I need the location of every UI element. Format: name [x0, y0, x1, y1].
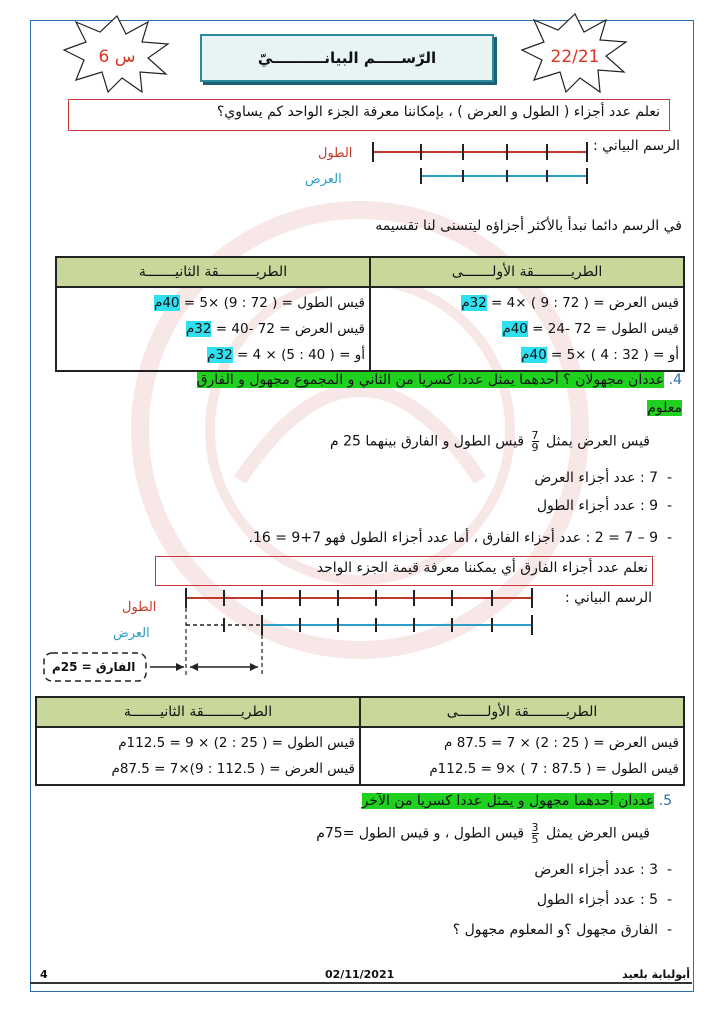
- table1-line: قيس الطول = ( 72 : 9) ×5 = 40م: [153, 295, 365, 311]
- difference-label: الفارق = 25م: [52, 660, 136, 674]
- diagram-label-2: الرسم البياني :: [565, 590, 652, 606]
- table2-line: قيس العرض = ( 25 : 2) × 7 = 87.5 م: [444, 735, 679, 751]
- part4-bullet: - 7 : عدد أجزاء العرض: [534, 470, 672, 486]
- diagram-label-1: الرسم البياني :: [593, 138, 680, 154]
- table2-col-first: [360, 727, 684, 785]
- part5-bullet: - الفارق مجهول ؟و المعلوم مجهول ؟: [452, 922, 672, 938]
- table2-line: قيس الطول = ( 87.5 : 7 ) ×9 = 112.5م: [429, 761, 679, 777]
- part4-bullet: - 9 : عدد أجزاء الطول: [536, 498, 672, 514]
- part5-bullet: - 3 : عدد أجزاء العرض: [534, 862, 672, 878]
- part4-heading: 4. عددان مجهولان ؟ أحدهما يمثل عددا كسريا من الثاني و المجموع مجهول و الفارق: [196, 372, 682, 388]
- width-label-1: العرض: [305, 172, 342, 187]
- bar-diagram-1: [365, 138, 605, 188]
- table2-line: قيس الطول = ( 25 : 2) × 9 = 112.5م: [118, 735, 355, 751]
- title-box: [200, 34, 494, 82]
- part5-heading: 5. عددان أحدهما مجهول و يمثل عددا كسريا من الآخر: [361, 793, 672, 809]
- length-label-1: الطول: [318, 146, 353, 161]
- table1-line: قيس العرض = ( 72 : 9 ) ×4 = 32م: [461, 295, 679, 311]
- length-label-2: الطول: [122, 600, 157, 615]
- table1-header-second: الطريـــــــــقة الثانيـــــــة: [56, 257, 370, 287]
- intro-text: نعلم عدد أجزاء ( الطول و العرض ) ، بإمكاننا معرفة الجزء الواحد كم يساوي؟: [216, 104, 660, 120]
- width-label-2: العرض: [113, 626, 150, 641]
- table1-line: قيس العرض = 72 -40 = 32م: [185, 321, 365, 337]
- table1-line: قيس الطول = 72 -24 = 40م: [502, 321, 679, 337]
- table1-line: أو = ( 32 : 4 ) ×5 = 40م: [521, 347, 679, 363]
- footer-date: 02/11/2021: [325, 968, 395, 981]
- star-badge-right: [520, 12, 630, 94]
- bar-diagram-2: [40, 585, 550, 690]
- footer-page-number: 4: [40, 968, 48, 981]
- table1-col-first: [370, 287, 684, 371]
- star-badge-left: [62, 14, 172, 94]
- table2-line: قيس العرض = ( 112.5 : 9)×7 = 87.5م: [111, 761, 355, 777]
- methods-table-2: [35, 696, 685, 786]
- table2-header-first: الطريـــــــــقة الأولـــــــى: [360, 697, 684, 727]
- methods-table-1: [55, 256, 685, 372]
- part5-bullet: - 5 : عدد أجزاء الطول: [536, 892, 672, 908]
- part4-statement: قيس العرض يمثل $\frac{7}{9}$ قيس الطول و الفارق بينهما 25 م: [329, 429, 650, 454]
- table1-header-first: الطريـــــــــقة الأولـــــــى: [370, 257, 684, 287]
- footer-rule: [30, 982, 692, 984]
- rule-text: في الرسم دائما نبدأ بالأكثر أجزاؤه ليتسنى لنا تقسيمه: [375, 218, 682, 234]
- star-left-text: س 6: [98, 47, 136, 67]
- table2-col-second: [36, 727, 360, 785]
- star-right-text: 22/21: [550, 47, 600, 67]
- footer-author: أبولبابة بلعيد: [622, 968, 690, 981]
- part4-heading-cont: معلوم: [647, 400, 682, 416]
- part4-bullet: - 9 – 7 = 2 : عدد أجزاء الفارق ، أما عدد أجزاء الطول فهو 7+9 = 16.: [248, 530, 672, 546]
- page-title: الرّســـــم البيانــــــــــيّ: [257, 49, 437, 67]
- part4-note: نعلم عدد أجزاء الفارق أي يمكننا معرفة قيمة الجزء الواحد: [316, 560, 648, 576]
- table1-col-second: [56, 287, 370, 371]
- part5-statement: قيس العرض يمثل $\frac{3}{5}$ قيس الطول ، و قيس الطول =75م: [316, 821, 650, 846]
- table1-line: أو = ( 40 : 5) × 4 = 32م: [207, 347, 365, 363]
- table2-header-second: الطريـــــــــقة الثانيـــــــة: [36, 697, 360, 727]
